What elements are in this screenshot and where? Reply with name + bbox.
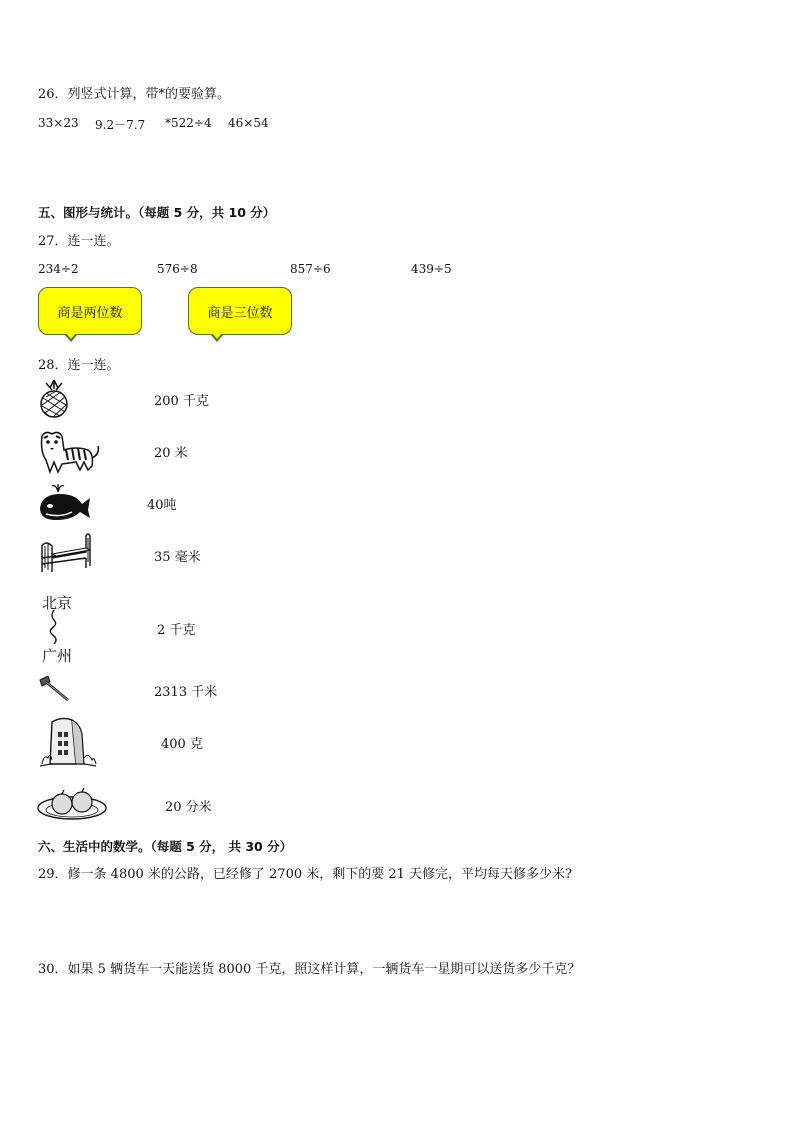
bubble-three-digit-label: 商是三位数 — [207, 305, 273, 321]
q27-expr-2: 576÷8 — [157, 262, 198, 276]
map-label-bottom: 广州 — [42, 647, 73, 665]
tiger-icon — [36, 428, 102, 474]
building-icon — [38, 714, 98, 768]
pineapple-icon — [36, 378, 72, 418]
unit-label: 2 千克 — [157, 623, 196, 638]
unit-label: 200 千克 — [154, 394, 209, 409]
nail-icon — [38, 676, 72, 702]
q27-expr-4: 439÷5 — [411, 262, 452, 276]
q26-expr-1: 33×23 — [38, 116, 79, 130]
fruit-plate-icon — [36, 786, 110, 822]
q27-expr-1: 234÷2 — [38, 262, 79, 276]
unit-label: 40吨 — [147, 498, 177, 513]
q27-title: 27．连一连。 — [38, 234, 120, 249]
q27-expr-3: 857÷6 — [290, 262, 331, 276]
q26-expr-3: *522÷4 — [165, 116, 212, 130]
section5-title: 五、图形与统计。（每题 5 分，共 10 分） — [38, 205, 276, 220]
bed-icon — [38, 532, 92, 576]
q28-title: 28．连一连。 — [38, 358, 120, 373]
section6-title: 六、生活中的数学。（每题 5 分， 共 30 分） — [38, 839, 293, 854]
whale-icon — [36, 482, 92, 522]
q30-text: 30．如果 5 辆货车一天能送货 8000 千克，照这样计算，一辆货车一星期可以送货多少千克？ — [38, 962, 581, 977]
q29-text: 29．修一条 4800 米的公路，已经修了 2700 米，剩下的要 21 天修完，平均每天修多少米? — [38, 867, 573, 882]
map-route-icon — [40, 610, 80, 644]
unit-label: 400 克 — [161, 737, 203, 752]
unit-label: 35 毫米 — [154, 550, 201, 565]
q26-expr-2: 9.2－7.7 — [95, 118, 146, 132]
bubble-two-digit — [38, 287, 142, 335]
map-label-top: 北京 — [42, 594, 73, 612]
bubble-two-digit-label: 商是两位数 — [57, 305, 123, 321]
bubble-three-digit — [188, 287, 292, 335]
q26-expr-4: 46×54 — [228, 116, 269, 130]
unit-label: 2313 千米 — [154, 685, 218, 700]
unit-label: 20 米 — [154, 446, 188, 461]
q26-title: 26．列竖式计算，带*的要验算。 — [38, 87, 231, 102]
unit-label: 20 分米 — [165, 800, 212, 815]
